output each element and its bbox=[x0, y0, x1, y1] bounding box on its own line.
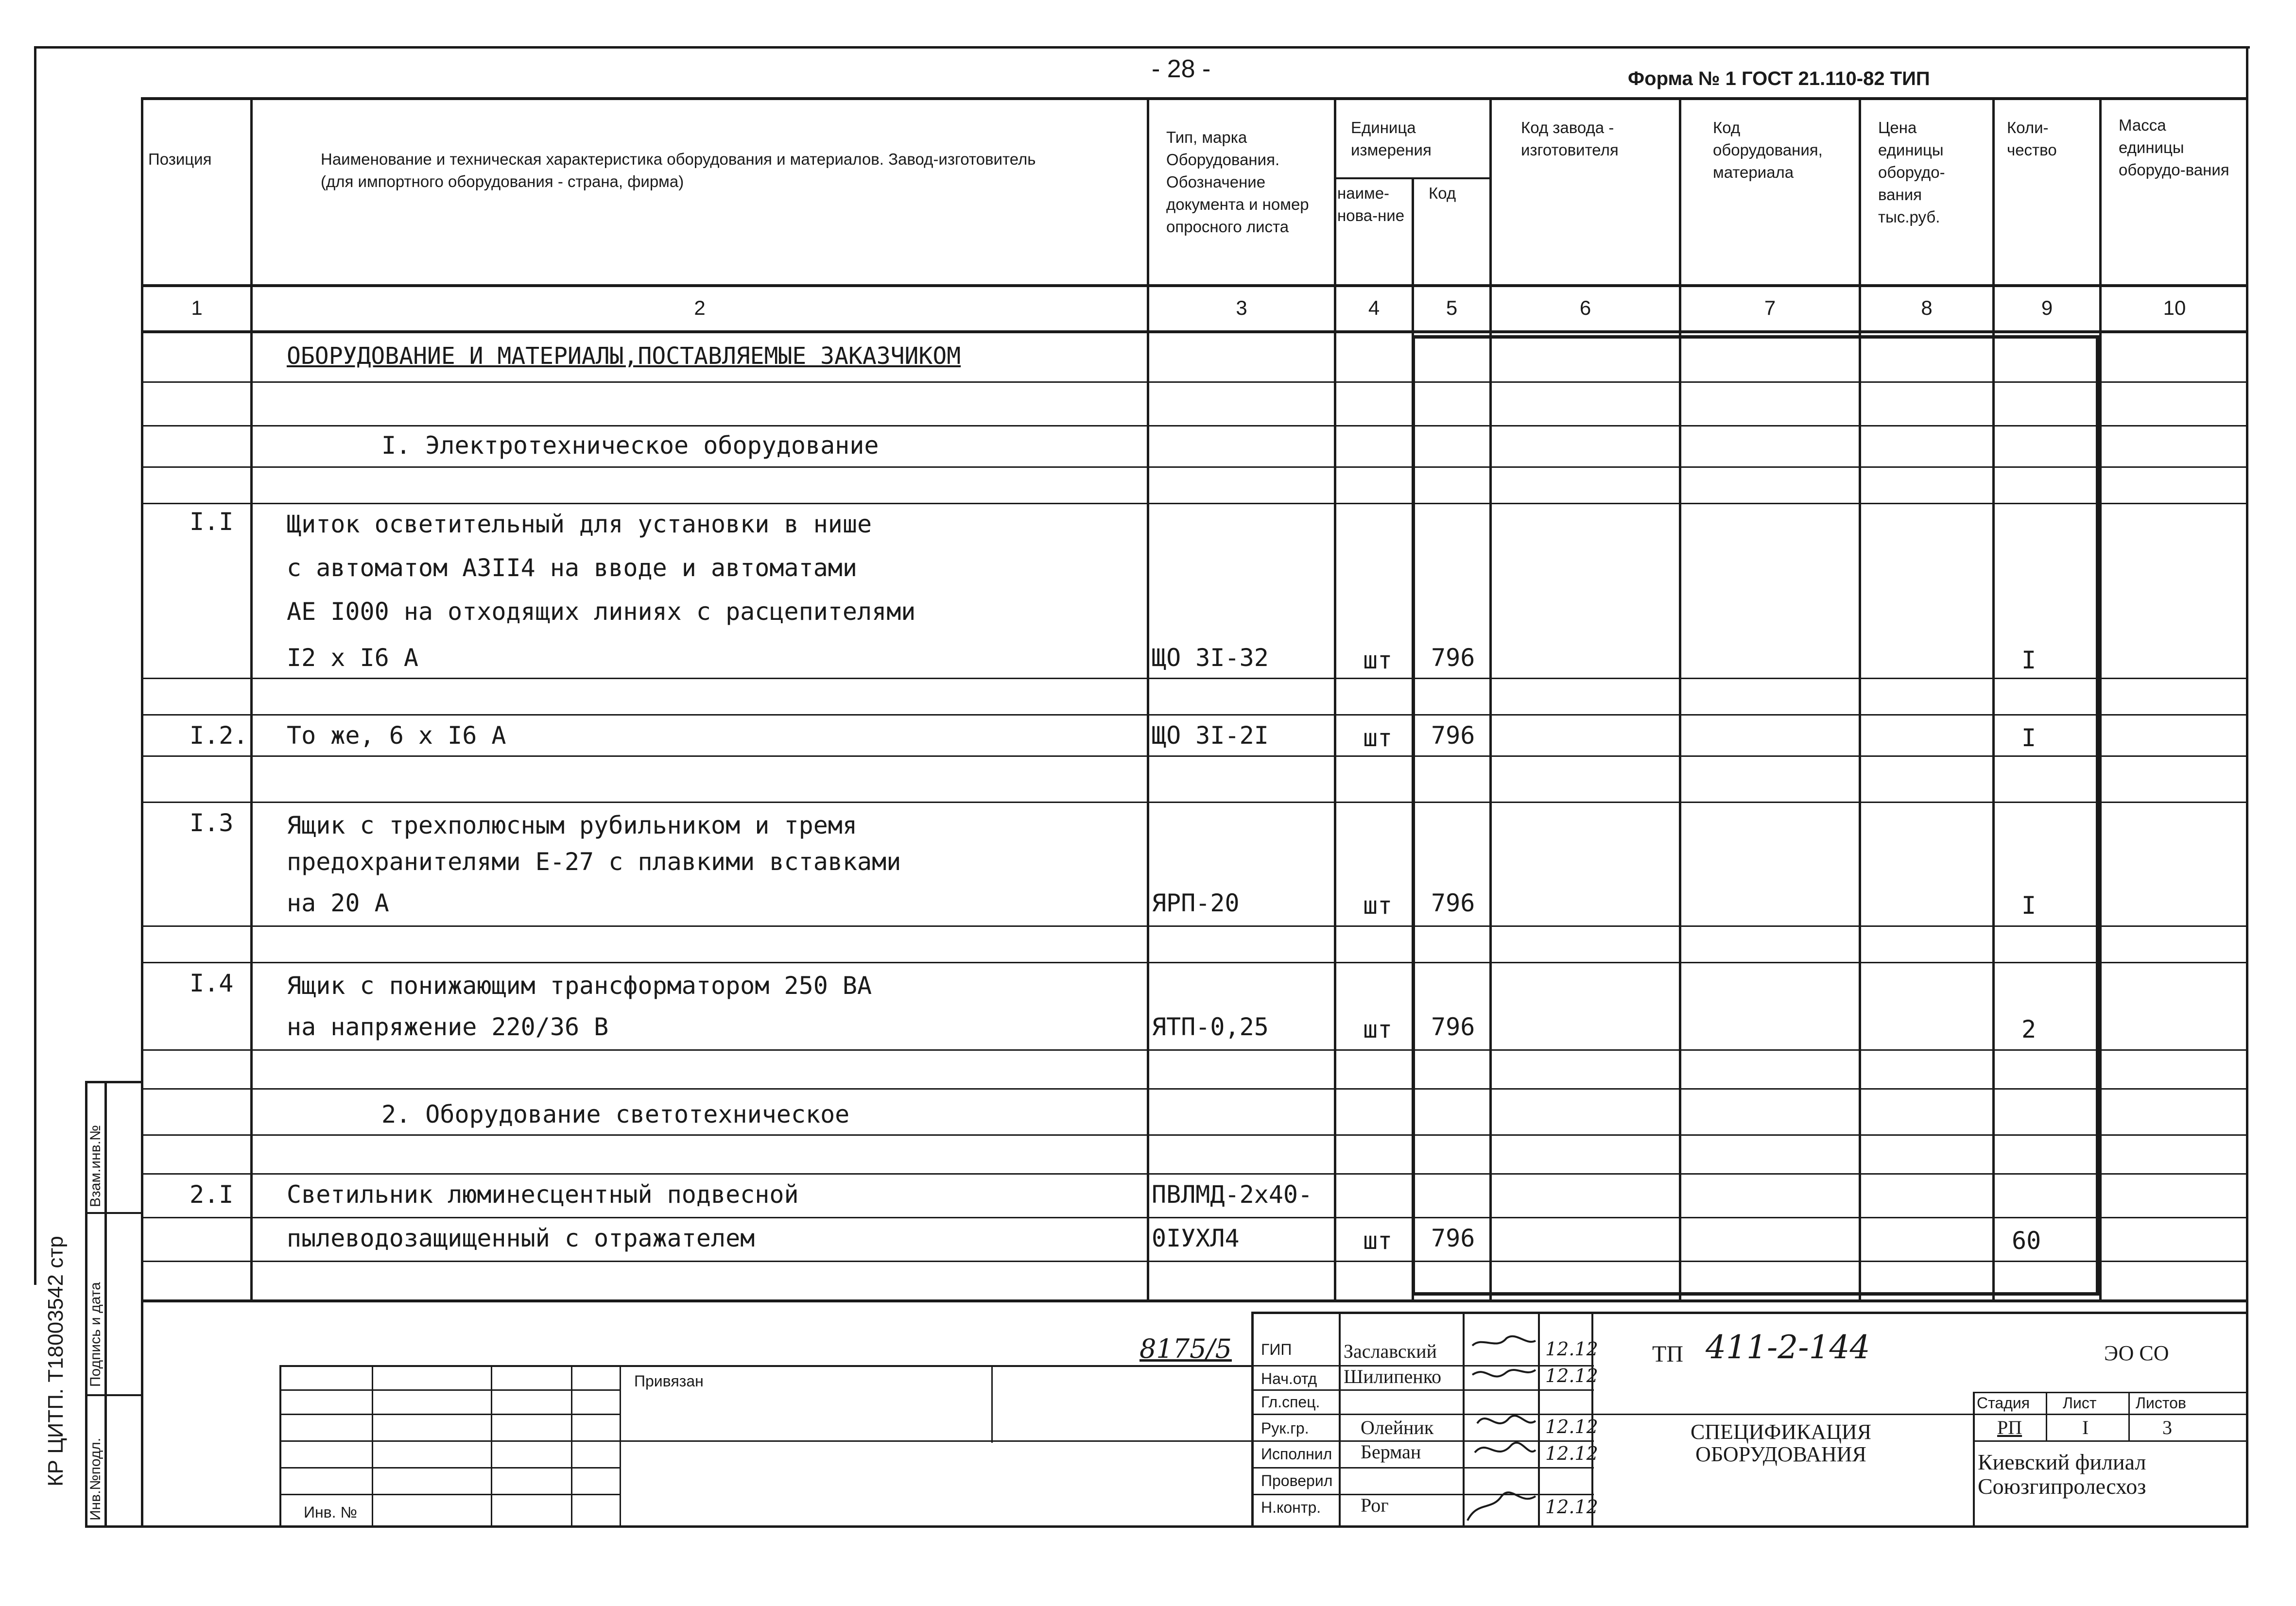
row-line bbox=[141, 678, 2247, 679]
sheet-label: Лист bbox=[2063, 1394, 2097, 1412]
table-row-code: 796 bbox=[1431, 1013, 1475, 1041]
bound-grid-line bbox=[279, 1467, 620, 1469]
table-bottom-line bbox=[141, 1299, 2247, 1302]
bound-grid-v bbox=[571, 1365, 572, 1525]
table-row-quantity: I bbox=[2021, 724, 2037, 752]
sheet-frame-left bbox=[34, 46, 36, 1285]
col-number: 2 bbox=[694, 296, 706, 319]
col-line-9 bbox=[2099, 97, 2102, 1302]
col-line-2 bbox=[1147, 97, 1149, 1302]
role-label: Гл.спец. bbox=[1261, 1393, 1320, 1411]
subsection-heading: I. Электротехническое оборудование bbox=[381, 431, 879, 460]
row-line bbox=[141, 425, 2247, 427]
row-line bbox=[141, 1173, 2247, 1175]
col-number: 8 bbox=[1921, 296, 1933, 319]
row-line bbox=[141, 802, 2247, 803]
role-label: Нач.отд bbox=[1261, 1370, 1317, 1387]
table-row-quantity: 2 bbox=[2021, 1015, 2037, 1043]
table-row-type: ЯТП-0,25 bbox=[1152, 1013, 1269, 1041]
strip-sep bbox=[85, 1394, 143, 1396]
inner-frame-left bbox=[1412, 335, 1415, 1295]
col-number: 6 bbox=[1579, 296, 1591, 319]
form-label: Форма № 1 ГОСТ 21.110-82 ТИП bbox=[1628, 68, 1930, 89]
row-line bbox=[141, 1134, 2247, 1136]
col-line-5 bbox=[1489, 97, 1492, 1302]
table-row-unit: шт bbox=[1363, 1227, 1393, 1255]
table-row-unit: шт bbox=[1363, 646, 1393, 674]
sheets-label: Листов bbox=[2136, 1394, 2186, 1412]
sheet-frame-top bbox=[34, 46, 2250, 49]
col-number: 5 bbox=[1446, 296, 1458, 319]
stage-box-v bbox=[2128, 1392, 2130, 1440]
header-unit-code: Код bbox=[1429, 184, 1456, 202]
bound-grid-v bbox=[491, 1365, 492, 1525]
bound-grid-line bbox=[279, 1389, 620, 1391]
sign-date: 12.12 bbox=[1545, 1443, 1598, 1464]
signer-name: Шилипенко bbox=[1344, 1366, 1442, 1387]
table-row-code: 796 bbox=[1431, 644, 1475, 672]
row-line bbox=[141, 1088, 2247, 1090]
header-type: Тип, марка Оборудования. Обозначение документа и номер опросного листа bbox=[1166, 128, 1309, 236]
table-row-position: I.I bbox=[190, 508, 234, 536]
row-line bbox=[141, 466, 2247, 468]
archive-code: КР ЦИТП. Т18003542 стр bbox=[44, 1236, 68, 1486]
bound-grid-line bbox=[279, 1440, 1251, 1442]
table-row-name: на напряжение 220/36 В bbox=[287, 1013, 609, 1041]
row-line bbox=[141, 755, 2247, 757]
inner-frame-right bbox=[2096, 335, 2099, 1295]
row-line bbox=[141, 962, 2247, 963]
stage-box-h bbox=[1973, 1440, 2247, 1442]
section-heading: ОБОРУДОВАНИЕ И МАТЕРИАЛЫ,ПОСТАВЛЯЕМЫЕ ЗАКАЗЧИКОМ bbox=[287, 342, 961, 370]
signatures-scribble bbox=[1463, 1316, 1540, 1525]
strip-middle bbox=[104, 1081, 107, 1528]
bound-grid-v bbox=[620, 1365, 621, 1525]
table-row-unit: шт bbox=[1363, 1015, 1393, 1043]
header-material-code: Код оборудования, материала bbox=[1713, 119, 1823, 181]
table-row-type: ЩО 3I-2I bbox=[1152, 721, 1269, 750]
strip-top bbox=[85, 1081, 143, 1083]
bound-grid-v bbox=[991, 1365, 993, 1443]
bound-grid-top bbox=[279, 1365, 1251, 1367]
table-row-name: I2 х I6 А bbox=[287, 644, 418, 672]
row-line bbox=[141, 1217, 2247, 1218]
sig-grid-v bbox=[1339, 1312, 1341, 1525]
table-row-type: 0IУХЛ4 bbox=[1152, 1224, 1240, 1252]
row-line bbox=[141, 1261, 2247, 1262]
sheet-frame-right bbox=[2246, 46, 2248, 1528]
col-line-8 bbox=[1992, 97, 1995, 1302]
inventory-label: Инв. № bbox=[304, 1503, 357, 1521]
table-row-type: ПВЛМД-2х40- bbox=[1152, 1180, 1313, 1209]
bound-grid-v bbox=[1251, 1312, 1254, 1528]
sign-date: 12.12 bbox=[1545, 1496, 1598, 1518]
document-number: 8175/5 bbox=[1139, 1333, 1232, 1364]
header-price: Цена единицы оборудо-вания тыс.руб. bbox=[1878, 119, 1945, 226]
header-unit-name: наиме-нова-ние bbox=[1337, 184, 1405, 224]
stage-label: Стадия bbox=[1977, 1394, 2030, 1412]
role-label: Исполнил bbox=[1261, 1445, 1332, 1463]
strip-label-inventory: Инв.№подл. bbox=[87, 1437, 104, 1521]
table-row-position: I.2. bbox=[190, 721, 248, 750]
table-row-unit: шт bbox=[1363, 724, 1393, 752]
sign-date: 12.12 bbox=[1545, 1416, 1598, 1437]
sheet-frame-bottom bbox=[85, 1525, 2247, 1528]
organization-name: Киевский филиал Союзгипролесхоз bbox=[1978, 1450, 2146, 1499]
sig-grid-line bbox=[1254, 1440, 1594, 1442]
col-number: 9 bbox=[2041, 296, 2053, 319]
section-code: ЭО СО bbox=[2104, 1341, 2169, 1365]
colnum-bottom-line bbox=[141, 330, 2247, 333]
role-label: Рук.гр. bbox=[1261, 1419, 1309, 1437]
signer-name: Заславский bbox=[1344, 1340, 1437, 1362]
sign-date: 12.12 bbox=[1545, 1338, 1598, 1360]
bound-grid-line bbox=[279, 1414, 620, 1415]
document-title: СПЕЦИФИКАЦИЯ ОБОРУДОВАНИЯ bbox=[1690, 1420, 1872, 1466]
inner-frame-bottom bbox=[1412, 1292, 2099, 1296]
sheets-value: 3 bbox=[2162, 1417, 2172, 1438]
stage-box-v bbox=[2046, 1392, 2047, 1440]
strip-sep bbox=[85, 1212, 143, 1214]
col-number: 1 bbox=[191, 296, 203, 319]
table-row-quantity: I bbox=[2021, 891, 2037, 920]
table-row-quantity: 60 bbox=[2012, 1227, 2041, 1255]
table-row-position: 2.I bbox=[190, 1180, 234, 1209]
table-row-name: Ящик с понижающим трансформатором 250 ВА bbox=[287, 972, 872, 1000]
sig-grid-line bbox=[1254, 1467, 1594, 1469]
col-line-7 bbox=[1859, 97, 1861, 1302]
table-top-line bbox=[141, 97, 2247, 100]
table-row-name: Ящик с трехполюсным рубильником и тремя bbox=[287, 811, 857, 839]
table-row-name: с автоматом А3II4 на вводе и автоматами bbox=[287, 554, 857, 582]
project-prefix: ТП bbox=[1652, 1341, 1683, 1367]
bound-grid-v bbox=[279, 1365, 281, 1525]
stage-box-v bbox=[1973, 1392, 1975, 1528]
header-bottom-line bbox=[141, 284, 2247, 287]
table-row-quantity: I bbox=[2021, 646, 2037, 674]
role-label: Проверил bbox=[1261, 1472, 1333, 1489]
strip-label-replace: Взам.инв.№ bbox=[87, 1125, 104, 1207]
sig-grid-top bbox=[1254, 1312, 2247, 1314]
signer-name: Олейник bbox=[1361, 1417, 1434, 1438]
sig-grid-line bbox=[1254, 1389, 1594, 1391]
col-number: 3 bbox=[1236, 296, 1247, 319]
row-line bbox=[141, 1049, 2247, 1051]
sign-date: 12.12 bbox=[1545, 1365, 1598, 1386]
strip-label-signature: Подпись и дата bbox=[87, 1282, 104, 1387]
page-number: - 28 - bbox=[1152, 55, 1211, 83]
col-line-6 bbox=[1679, 97, 1681, 1302]
role-label: ГИП bbox=[1261, 1341, 1292, 1358]
header-name: Наименование и техническая характеристика оборудования и материалов. Завод-изготовитель (для импортного оборудования - страна, фирма) bbox=[321, 150, 1036, 190]
role-label: Н.контр. bbox=[1261, 1499, 1321, 1516]
row-line bbox=[141, 714, 2247, 716]
table-row-type: ЯРП-20 bbox=[1152, 889, 1240, 917]
signer-name: Берман bbox=[1361, 1441, 1421, 1463]
table-row-position: I.4 bbox=[190, 969, 234, 997]
table-row-name: пылеводозащищенный с отражателем bbox=[287, 1224, 755, 1252]
col-number: 7 bbox=[1764, 296, 1776, 319]
col-number: 10 bbox=[2163, 296, 2186, 319]
table-row-code: 796 bbox=[1431, 721, 1475, 750]
table-row-name: Щиток осветительный для установки в нише bbox=[287, 510, 872, 538]
header-position: Позиция bbox=[148, 150, 212, 168]
row-line bbox=[141, 925, 2247, 927]
col-number: 4 bbox=[1368, 296, 1380, 319]
stage-value: РП bbox=[1997, 1417, 2022, 1438]
header-mass: Масса единицы оборудо-вания bbox=[2119, 116, 2229, 179]
table-row-name: То же, 6 х I6 А bbox=[287, 721, 506, 750]
header-factory-code: Код завода - изготовителя bbox=[1521, 119, 1619, 159]
table-row-position: I.3 bbox=[190, 809, 234, 837]
sheet-value: I bbox=[2082, 1417, 2089, 1438]
table-row-name: на 20 А bbox=[287, 889, 389, 917]
sig-grid-line bbox=[1254, 1414, 2247, 1415]
table-row-code: 796 bbox=[1431, 1224, 1475, 1252]
row-line bbox=[141, 503, 2247, 504]
inner-frame-top bbox=[1412, 335, 2099, 339]
bound-grid-line bbox=[279, 1494, 620, 1495]
header-unit: Единица измерения bbox=[1351, 119, 1432, 159]
subsection-heading: 2. Оборудование светотехническое bbox=[381, 1100, 850, 1128]
table-row-unit: шт bbox=[1363, 891, 1393, 920]
bound-grid-v bbox=[372, 1365, 373, 1525]
table-row-name: Светильник люминесцентный подвесной bbox=[287, 1180, 799, 1209]
bound-label: Привязан bbox=[634, 1372, 704, 1390]
header-quantity: Коли-чество bbox=[2007, 119, 2057, 159]
table-row-type: ЩО 3I-32 bbox=[1152, 644, 1269, 672]
table-row-name: АЕ I000 на отходящих линиях с расцепителями bbox=[287, 598, 916, 626]
signer-name: Рог bbox=[1361, 1494, 1389, 1516]
table-row-code: 796 bbox=[1431, 889, 1475, 917]
col-line-1 bbox=[250, 97, 253, 1302]
table-row-name: предохранителями Е-27 с плавкими вставками bbox=[287, 848, 901, 876]
col-line-3 bbox=[1334, 97, 1336, 1302]
project-code: 411-2-144 bbox=[1706, 1329, 1870, 1366]
row-line bbox=[141, 381, 2247, 383]
sig-grid-line bbox=[1254, 1494, 1594, 1495]
stage-box-h bbox=[1973, 1392, 2247, 1393]
